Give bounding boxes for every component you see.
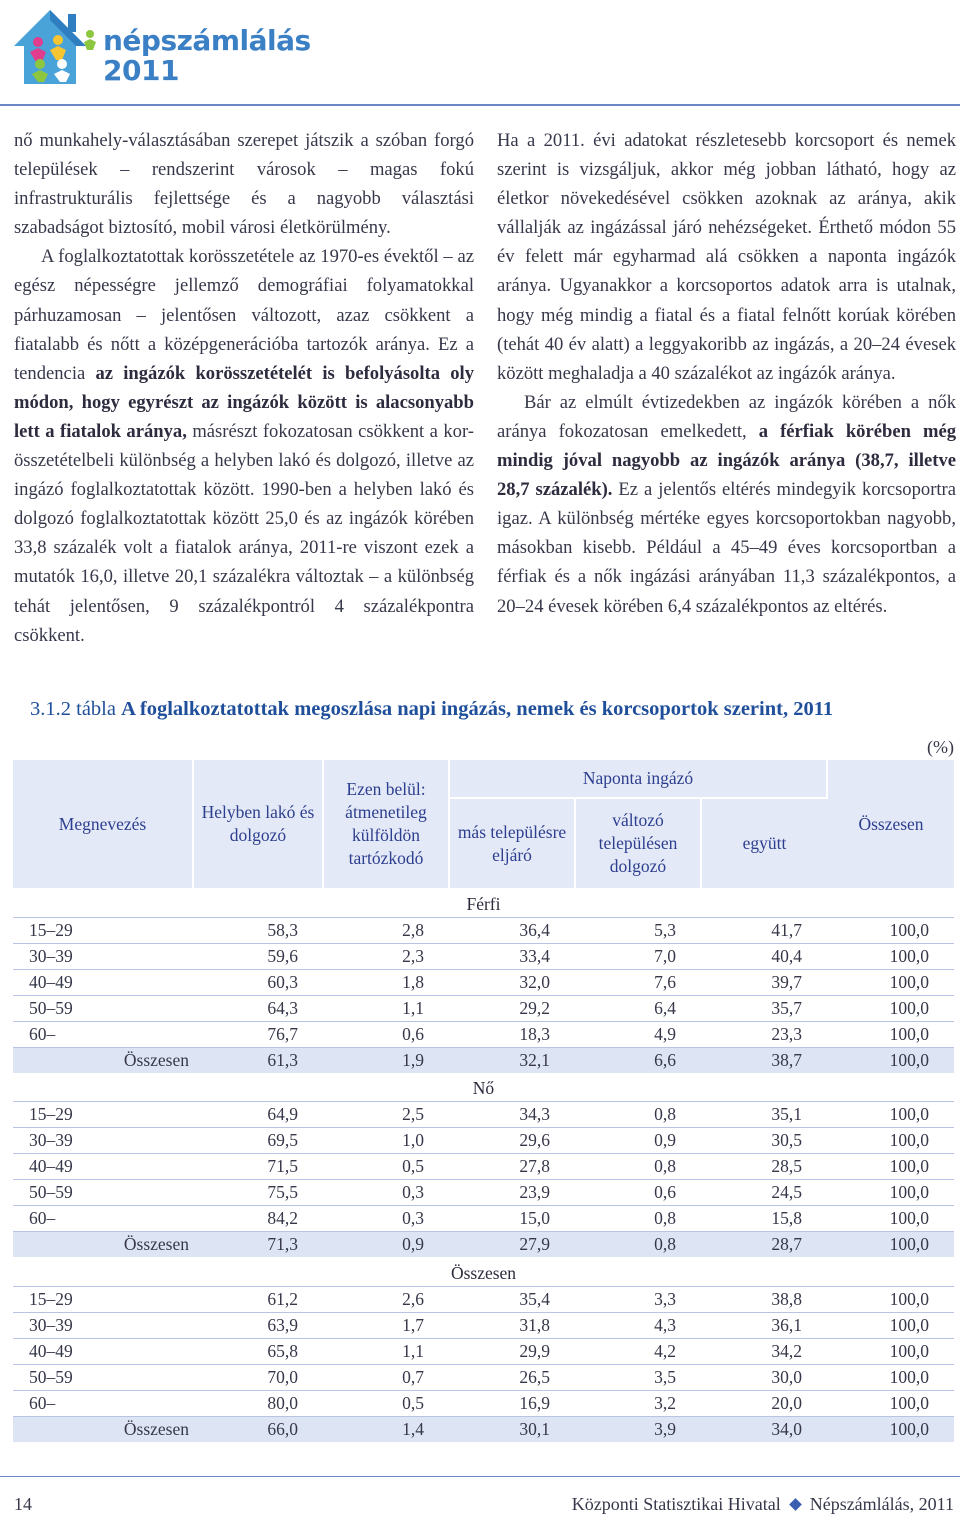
table-row <box>13 1128 954 1154</box>
row-label: 40–49 <box>13 1338 193 1364</box>
footer-source <box>572 1494 954 1515</box>
total-row <box>13 1416 954 1442</box>
header-osszesen: Összesen <box>858 813 924 834</box>
row-label: 30–39 <box>13 1312 193 1338</box>
table-cell: 6,6 <box>575 1047 701 1073</box>
table-cell: 29,9 <box>449 1338 575 1364</box>
row-label: 15–29 <box>13 1286 193 1312</box>
data-table <box>13 760 954 1442</box>
table-cell: 0,8 <box>575 1232 701 1258</box>
table-cell: 64,9 <box>193 1102 323 1128</box>
table-cell: 27,8 <box>449 1154 575 1180</box>
row-label: 40–49 <box>13 969 193 995</box>
table-cell: 3,3 <box>575 1286 701 1312</box>
table-cell: 71,5 <box>193 1154 323 1180</box>
table-cell: 1,1 <box>323 995 449 1021</box>
header-mas: más településre eljáró <box>449 798 575 888</box>
table-cell: 32,1 <box>449 1047 575 1073</box>
table-cell: 100,0 <box>827 1180 954 1206</box>
section-title: Nő <box>472 1078 495 1098</box>
table-cell: 1,9 <box>323 1047 449 1073</box>
section-header-row <box>13 1073 954 1102</box>
table-cell: 100,0 <box>827 1021 954 1047</box>
row-label: 60– <box>13 1206 193 1232</box>
table-cell: 61,2 <box>193 1286 323 1312</box>
table-cell: 100,0 <box>827 1154 954 1180</box>
table-cell: 80,0 <box>193 1390 323 1416</box>
table-cell: 100,0 <box>827 1102 954 1128</box>
table-cell: 30,1 <box>449 1416 575 1442</box>
table-cell: 2,8 <box>323 917 449 943</box>
table-cell: 84,2 <box>193 1206 323 1232</box>
table-cell: 6,4 <box>575 995 701 1021</box>
table-cell: 75,5 <box>193 1180 323 1206</box>
header-megnevezes: Megnevezés <box>13 760 193 888</box>
table-cell: 16,9 <box>449 1390 575 1416</box>
row-label: 60– <box>13 1021 193 1047</box>
table-cell: 36,1 <box>701 1312 827 1338</box>
table-cell: 1,0 <box>323 1128 449 1154</box>
table-cell: 1,4 <box>323 1416 449 1442</box>
table-row <box>13 1390 954 1416</box>
table-cell: 23,9 <box>449 1180 575 1206</box>
header-ezen-belul: Ezen belül: átmenetileg külföldön tartózkodó <box>323 760 449 888</box>
total-row <box>13 1047 954 1073</box>
logo-brand-year: 2011 <box>103 54 179 87</box>
table-row <box>13 995 954 1021</box>
table-title: A foglalkoztatottak megoszlása napi ingázás, nemek és korcsoportok szerint, 2011 <box>121 698 834 720</box>
table-cell: 61,3 <box>193 1047 323 1073</box>
table-unit: (%) <box>927 737 954 757</box>
section-header-row <box>13 1257 954 1286</box>
table-cell: 23,3 <box>701 1021 827 1047</box>
table-cell: 100,0 <box>827 1364 954 1390</box>
table-cell: 2,6 <box>323 1286 449 1312</box>
text-column-left <box>14 126 474 650</box>
table-cell: 35,7 <box>701 995 827 1021</box>
table-cell: 0,5 <box>323 1154 449 1180</box>
table-cell: 0,6 <box>575 1180 701 1206</box>
table-cell: 28,7 <box>701 1232 827 1258</box>
table-cell: 100,0 <box>827 1047 954 1073</box>
table-cell: 5,3 <box>575 917 701 943</box>
table-cell: 38,7 <box>701 1047 827 1073</box>
header-helyben: Helyben lakó és dolgozó <box>193 760 323 888</box>
footer-publisher: Központi Statisztikai Hivatal <box>571 1494 781 1514</box>
table-row <box>13 1021 954 1047</box>
table-cell: 0,3 <box>323 1180 449 1206</box>
paragraph-text: nő munkahely-választásában szerepet játszik a szóban forgó települések – rendszerint városok – magas fokú infrastrukturális fejlettsége és a nagyobb választási szabadságot biztosító, mobil városi életkörülmény. <box>14 130 474 239</box>
text-column-right <box>497 126 956 621</box>
table-cell: 18,3 <box>449 1021 575 1047</box>
logo-brand-name: népszámlálás <box>103 24 311 57</box>
table-row <box>13 1206 954 1232</box>
table-row <box>13 1102 954 1128</box>
table-cell: 1,7 <box>323 1312 449 1338</box>
row-label: 40–49 <box>13 1154 193 1180</box>
table-cell: 31,8 <box>449 1312 575 1338</box>
table-cell: 60,3 <box>193 969 323 995</box>
table-cell: 0,6 <box>323 1021 449 1047</box>
table-cell: 71,3 <box>193 1232 323 1258</box>
table-cell: 34,2 <box>701 1338 827 1364</box>
table-cell: 20,0 <box>701 1390 827 1416</box>
header-egyutt: együtt <box>701 798 827 888</box>
table-cell: 0,5 <box>323 1390 449 1416</box>
page-number: 14 <box>14 1494 32 1514</box>
table-body <box>13 888 954 1442</box>
paragraph-text: A foglalkoztatottak korösszetétele az 1970-es évektől – az egész népességre jellemző demográfiai folyamatokkal párhuzamosan – jelentősen változott, azaz csökkent a fiatalabb és nőtt a középgenerációba tartozók aránya. Ez a tendencia <box>14 246 474 384</box>
table-cell: 3,2 <box>575 1390 701 1416</box>
row-label: 60– <box>13 1390 193 1416</box>
paragraph-text: Ha a 2011. évi adatokat részletesebb korcsoport és nemek szerint is vizsgáljuk, akkor még jobban látható, hogy az életkor növekedésével csökken azoknak az aránya, akik vállalják az ingázással járó nehézségeket. Érthető módon 55 év felett már egyharmad alá csökken a naponta ingázók aránya. Ugyanakkor a korcsoportos adatok arra is utalnak, hogy még mindig a fiatal és a fiatal felnőtt korúak körében (tehát 40 év alatt) a leggyakoribb az ingázás, a 20–24 évesek között meghaladja a 40 százalékot az ingázók aránya. <box>497 130 956 384</box>
paragraph-text: másrészt fokozatosan csökkent a kor-összetételbeli különbség a helyben lakó és dolgozó, illetve az ingázó foglalkoztatottak között. 1990-ben a helyben lakó és dolgozó foglalkoztatottak között 25,0 és az ingázók körében 33,8 százalék volt a fiatalok aránya, 2011-re viszont ezek a mutatók 16,0, illetve 20,1 százalékra változtak – a különbség tehát jelentősen, 9 százalékpontról 4 százalékpontra csökkent. <box>14 420 474 646</box>
table-cell: 1,8 <box>323 969 449 995</box>
row-label: Összesen <box>13 1232 193 1258</box>
table-cell: 15,8 <box>701 1206 827 1232</box>
table-cell: 64,3 <box>193 995 323 1021</box>
house-people-logo-icon <box>10 6 102 88</box>
table-cell: 39,7 <box>701 969 827 995</box>
row-label: 15–29 <box>13 917 193 943</box>
table-cell: 41,7 <box>701 917 827 943</box>
table-cell: 100,0 <box>827 1206 954 1232</box>
table-row <box>13 1312 954 1338</box>
table-cell: 58,3 <box>193 917 323 943</box>
table-cell: 59,6 <box>193 943 323 969</box>
table-cell: 100,0 <box>827 1128 954 1154</box>
paragraph-text: Ez a jelentős eltérés mindegyik korcsoportra igaz. A különbség mértéke egyes korcsoportokban nagyobb, másokban kisebb. Például a 45–49 éves korcsoportban a férfiak és a nők ingázási arányában 11,3 százalékpontos, a 20–24 évesek körében 6,4 százalékpontos az eltérés. <box>497 479 956 617</box>
section-title: Férfi <box>466 893 501 914</box>
table-cell: 15,0 <box>449 1206 575 1232</box>
table-cell: 35,4 <box>449 1286 575 1312</box>
table-cell: 30,0 <box>701 1364 827 1390</box>
paragraph <box>497 388 956 621</box>
footer-publication: Népszámlálás, 2011 <box>809 1494 954 1514</box>
table-cell: 0,8 <box>575 1206 701 1232</box>
paragraph-emphasis: a férfiak körében még mindig jóval nagyobb az ingázók aránya (38,7, illetve 28,7 százalék). <box>497 420 956 501</box>
table-cell: 0,8 <box>575 1102 701 1128</box>
row-label: 30–39 <box>13 1128 193 1154</box>
table-cell: 100,0 <box>827 1232 954 1258</box>
table-cell: 100,0 <box>827 969 954 995</box>
section-title: Összesen <box>450 1262 517 1283</box>
table-row <box>13 1180 954 1206</box>
table-cell: 100,0 <box>827 1286 954 1312</box>
table-cell: 40,4 <box>701 943 827 969</box>
table-row <box>13 1286 954 1312</box>
row-label: 30–39 <box>13 943 193 969</box>
table-cell: 38,8 <box>701 1286 827 1312</box>
table-cell: 0,9 <box>323 1232 449 1258</box>
table-cell: 30,5 <box>701 1128 827 1154</box>
table-cell: 63,9 <box>193 1312 323 1338</box>
table-row <box>13 1154 954 1180</box>
table-cell: 24,5 <box>701 1180 827 1206</box>
row-label: Összesen <box>13 1416 193 1442</box>
table-cell: 0,8 <box>575 1154 701 1180</box>
table-cell: 4,2 <box>575 1338 701 1364</box>
table-cell: 36,4 <box>449 917 575 943</box>
table-cell: 26,5 <box>449 1364 575 1390</box>
header-divider <box>0 104 960 106</box>
table-cell: 28,5 <box>701 1154 827 1180</box>
table-cell: 100,0 <box>827 1416 954 1442</box>
table-cell: 2,3 <box>323 943 449 969</box>
table-cell: 100,0 <box>827 943 954 969</box>
table-row <box>13 917 954 943</box>
header-valtozo: változó településen dolgozó <box>575 798 701 888</box>
row-label: Összesen <box>13 1047 193 1073</box>
table-cell: 100,0 <box>827 995 954 1021</box>
paragraph <box>14 126 474 242</box>
table-cell: 34,3 <box>449 1102 575 1128</box>
table-cell: 32,0 <box>449 969 575 995</box>
table-cell: 1,1 <box>323 1338 449 1364</box>
table-cell: 100,0 <box>827 1338 954 1364</box>
table-cell: 4,9 <box>575 1021 701 1047</box>
table-row <box>13 1338 954 1364</box>
table-cell: 29,6 <box>449 1128 575 1154</box>
table-cell: 35,1 <box>701 1102 827 1128</box>
table-cell: 65,8 <box>193 1338 323 1364</box>
table-cell: 76,7 <box>193 1021 323 1047</box>
table-row <box>13 943 954 969</box>
paragraph <box>497 126 956 388</box>
paragraph-emphasis: az ingázók korösszetételét is befolyásolta oly módon, hogy egyrészt az ingázók között is alacsonyabb lett a fiatalok aránya, <box>14 362 474 442</box>
table-row <box>13 969 954 995</box>
census-logo <box>10 6 310 86</box>
paragraph <box>14 242 474 649</box>
table-cell: 0,9 <box>575 1128 701 1154</box>
paragraph-text: Bár az elmúlt évtizedekben az ingázók körében a nők aránya fokozatosan emelkedett, <box>497 391 956 442</box>
row-label: 50–59 <box>13 995 193 1021</box>
table-cell: 0,7 <box>323 1364 449 1390</box>
table-cell: 100,0 <box>827 1390 954 1416</box>
table-cell: 34,0 <box>701 1416 827 1442</box>
total-row <box>13 1232 954 1258</box>
table-caption <box>30 698 833 721</box>
table-row <box>13 1364 954 1390</box>
table-cell: 2,5 <box>323 1102 449 1128</box>
table-cell: 7,0 <box>575 943 701 969</box>
table-cell: 100,0 <box>827 917 954 943</box>
table-cell: 0,3 <box>323 1206 449 1232</box>
table-cell: 27,9 <box>449 1232 575 1258</box>
table-cell: 66,0 <box>193 1416 323 1442</box>
table-cell: 69,5 <box>193 1128 323 1154</box>
table-cell: 4,3 <box>575 1312 701 1338</box>
table-cell: 100,0 <box>827 1312 954 1338</box>
footer-divider <box>0 1476 960 1477</box>
row-label: 50–59 <box>13 1180 193 1206</box>
table-number: 3.1.2 tábla <box>30 698 116 720</box>
row-label: 50–59 <box>13 1364 193 1390</box>
diamond-separator-icon <box>789 1499 802 1512</box>
table-cell: 7,6 <box>575 969 701 995</box>
table-cell: 70,0 <box>193 1364 323 1390</box>
table-cell: 29,2 <box>449 995 575 1021</box>
row-label: 15–29 <box>13 1102 193 1128</box>
table-cell: 33,4 <box>449 943 575 969</box>
table-cell: 3,9 <box>575 1416 701 1442</box>
table-cell: 3,5 <box>575 1364 701 1390</box>
section-header-row <box>13 888 954 917</box>
header-naponta: Naponta ingázó <box>449 760 827 798</box>
